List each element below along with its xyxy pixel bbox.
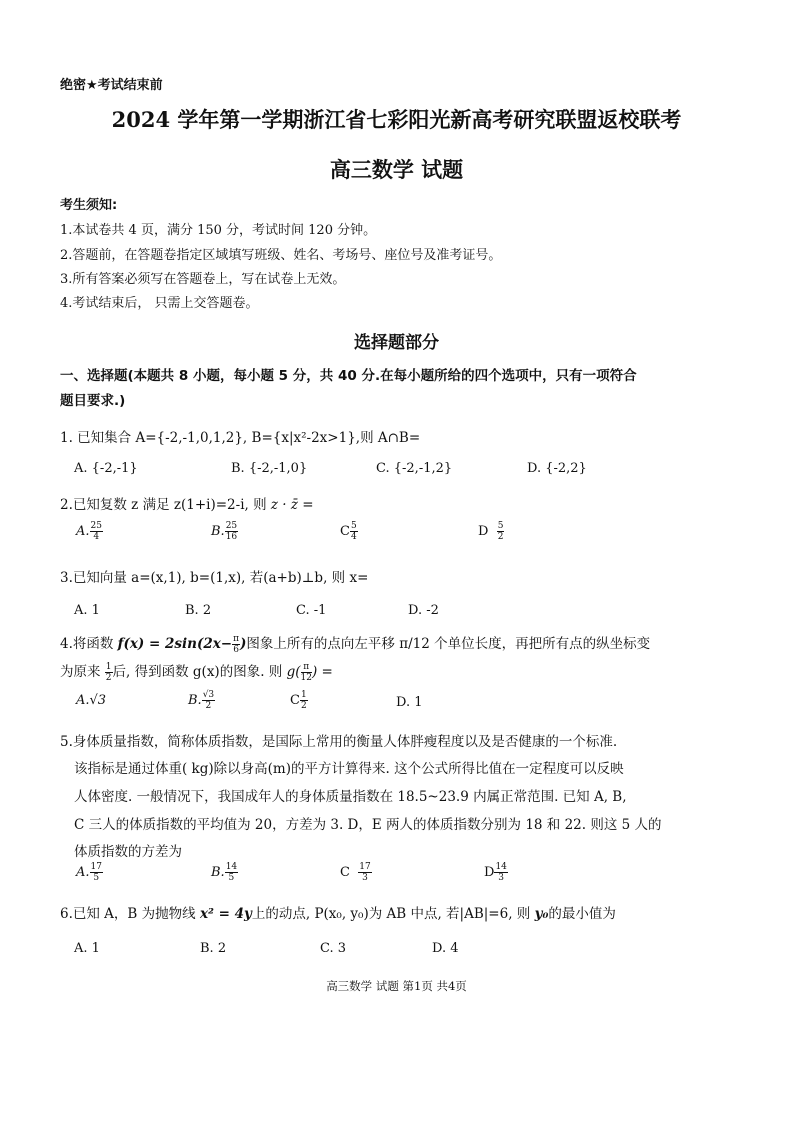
q4-option-b [188,690,215,711]
q2-d-num: 5 [497,521,504,531]
q4-b-num: √3 [202,690,215,700]
q4-option-a: A.√3 [76,693,107,708]
q4-option-d: D. 1 [396,695,423,710]
notice-item: 1.本试卷共 4 页，满分 150 分，考试时间 120 分钟。 [60,223,377,238]
section-title: 选择题部分 [354,333,439,353]
q2-d-den: 2 [497,532,504,542]
q5-c-label: C [340,865,350,880]
q4-func-num: π [233,634,240,644]
q3-option-d: D. -2 [408,603,439,618]
q2-a-fraction [90,521,103,542]
q2-b-num: 25 [225,521,238,531]
q2-c-label: C [340,524,350,539]
q4-stem-b: 图象上所有的点向左平移 π/12 个单位长度，再把所有点的纵坐标变 [246,636,651,652]
q2-b-label: B. [211,524,225,539]
q4-line2-b: 后, 得到函数 g(x)的图象. 则 [112,664,287,680]
question-4-line2 [60,660,333,683]
q6-stem-a: 6.已知 A，B 为抛物线 [60,906,200,922]
q5-a-label: A. [76,865,90,880]
q4-g-func: g( [286,664,301,680]
q3-option-c: C. -1 [296,603,327,618]
q4-func-fraction [232,634,240,655]
q2-option-d [478,521,504,542]
q4-line2-a: 为原来 [60,664,105,680]
q2-c-den: 4 [350,532,357,542]
q2-c-fraction [350,521,358,542]
question-5-line: 体质指数的方差为 [74,844,182,860]
q4-function: f(x) = 2sin(2x− [117,636,233,652]
notice-item: 2.答题前，在答题卷指定区域填写班级、姓名、考场号、座位号及准考证号。 [60,248,502,263]
q1-option-a: A. {-2,-1} [74,461,138,476]
q2-b-fraction [225,521,238,542]
q1-option-b: B. {-2,-1,0} [231,461,308,476]
notice-item: 3.所有答案必须写在答题卷上，写在试卷上无效。 [60,272,346,287]
q1-option-c: C. {-2,-1,2} [376,461,453,476]
q4-line2-num: 1 [105,662,112,672]
question-6-stem [60,902,616,922]
q6-option-d: D. 4 [432,941,459,956]
q2-a-den: 4 [93,532,100,542]
q5-a-den: 5 [93,873,100,883]
q3-option-b: B. 2 [185,603,212,618]
q4-c-num: 1 [300,690,307,700]
q2-a-label: A. [76,524,90,539]
exam-title: 2024 学年第一学期浙江省七彩阳光新高考研究联盟返校联考 [111,107,682,132]
confidential-label: 绝密★考试结束前 [60,78,163,93]
q2-a-num: 25 [90,521,102,531]
question-4-stem [60,632,650,655]
q5-d-den: 3 [498,873,505,883]
q4-func-end: ) [240,636,247,652]
q6-option-c: C. 3 [320,941,347,956]
q2-b-den: 16 [225,532,238,542]
q2-option-a [76,521,103,542]
q5-c-fraction [358,862,371,883]
q2-d-label: D [478,524,489,539]
q1-option-d: D. {-2,2} [527,461,587,476]
q4-func-den: 6 [233,645,239,655]
question-5-line: 该指标是通过体重( kg)除以身高(m)的平方计算得来. 这个公式所得比值在一定程度可以反映 [74,761,624,777]
q5-option-a [76,862,103,883]
q6-stem-c: 的最小值为 [548,906,616,922]
q5-option-c [340,862,372,883]
q5-b-label: B. [211,865,225,880]
q4-c-label: C [290,693,300,708]
q4-line2-fraction [105,662,113,683]
section-heading-cont: 题目要求.) [60,393,126,409]
notice-heading: 考生须知: [60,198,118,213]
q5-b-fraction [225,862,238,883]
q5-c-num: 17 [359,862,371,872]
q6-y0: y₀ [534,906,549,922]
q4-b-den: 2 [205,701,212,711]
q5-d-num: 14 [495,862,507,872]
q4-g-fraction [301,662,312,683]
question-2-stem [60,493,314,513]
q2-stem-text: 2.已知复数 z 满足 z(1+i)=2-i, 则 [60,497,271,513]
q4-stem-a: 4.将函数 [60,636,118,652]
notice-item: 4.考试结束后， 只需上交答题卷。 [60,296,259,311]
exam-subtitle: 高三数学 试题 [329,157,464,182]
question-5-line: 5.身体质量指数，简称体质指数，是国际上常用的衡量人体胖瘦程度以及是否健康的一个标准. [60,734,618,750]
question-5-line: 人体密度. 一般情况下，我国成年人的身体质量指数在 18.5~23.9 内属正常范围. 已知 A, B, [74,789,627,805]
q2-d-fraction [497,521,505,542]
q5-a-num: 17 [90,862,102,872]
question-3-stem: 3.已知向量 a=(x,1), b=(1,x), 若(a+b)⊥b, 则 x= [60,570,369,586]
q5-d-fraction [494,862,507,883]
q5-b-den: 5 [228,873,235,883]
question-1-stem: 1. 已知集合 A={-2,-1,0,1,2}, B={x|x²-2x>1},则 A∩B= [60,430,421,446]
q2-option-b [211,521,238,542]
question-5-line: C 三人的体质指数的平均值为 20，方差为 3. D，E 两人的体质指数分别为 18 和 22. 则这 5 人的 [74,817,662,833]
q5-option-d [484,862,508,883]
page-footer: 高三数学 试题 第1页 共4页 [326,979,467,993]
q4-c-den: 2 [300,701,307,711]
q5-b-num: 14 [225,862,238,872]
q4-c-fraction [300,690,308,711]
section-heading: 一、选择题(本题共 8 小题，每小题 5 分，共 40 分.在每小题所给的四个选项中，只有一项符合 [60,368,637,384]
q2-option-c [340,521,358,542]
q2-c-num: 5 [350,521,357,531]
q4-option-c [290,690,308,711]
q4-b-label: B. [188,693,202,708]
q5-c-den: 3 [362,873,368,883]
q4-b-fraction [202,690,215,711]
q4-g-num: π [301,662,312,673]
q2-stem-math: z · z̄ = [270,497,314,513]
q5-d-label: D [484,865,495,880]
q3-option-a: A. 1 [74,603,100,618]
q6-stem-b: 上的动点, P(x₀, y₀)为 AB 中点, 若|AB|=6, 则 [251,906,535,922]
q5-option-b [211,862,238,883]
q6-parabola: x² = 4y [199,906,252,922]
q6-option-b: B. 2 [200,941,227,956]
q4-g-den: 12 [300,673,312,683]
q4-line2-den: 2 [105,673,112,683]
q6-option-a: A. 1 [74,941,100,956]
q4-g-end: ) = [311,664,333,680]
q5-a-fraction [90,862,103,883]
